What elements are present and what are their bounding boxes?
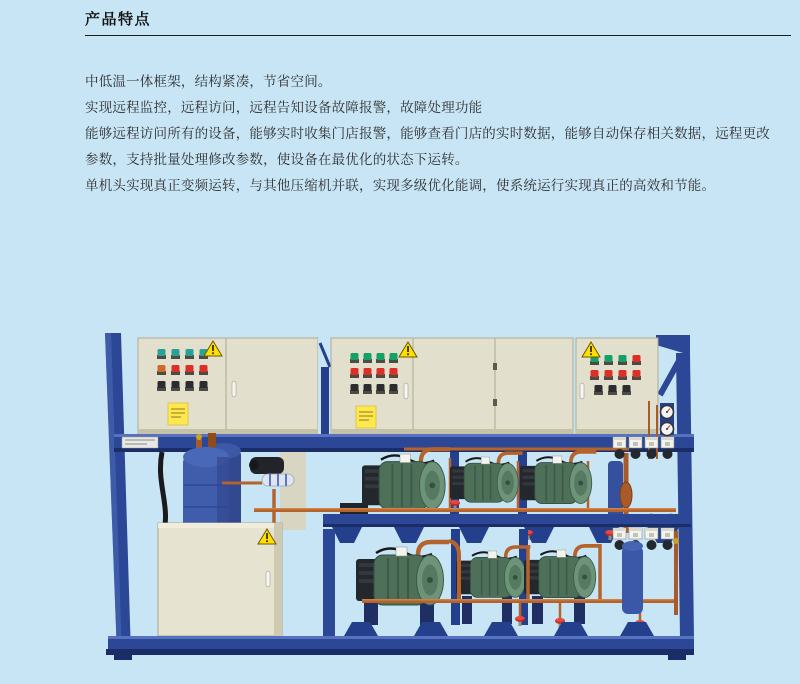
feature-line: 中低温一体框架，结构紧凑，节省空间。 xyxy=(85,74,332,89)
compressor-upper-3 xyxy=(520,452,596,504)
electrical-box-lower-left xyxy=(158,523,282,636)
label-sticker xyxy=(168,403,188,425)
pressure-gauge-icon xyxy=(661,423,674,436)
door-handle xyxy=(232,381,236,397)
feature-line: 实现远程监控，远程访问，远程告知设备故障报警，故障处理功能 xyxy=(85,100,483,115)
label-sticker xyxy=(356,406,376,428)
door-handle xyxy=(580,383,584,399)
feature-line: 单机头实现真正变频运转，与其他压缩机并联，实现多级优化能调，使系统运行实现真正的高效和节能。 xyxy=(85,178,716,193)
title-rule xyxy=(85,35,791,36)
pressure-gauge-icon xyxy=(661,406,674,419)
compressor-upper-1 xyxy=(362,449,450,509)
feature-line: 能够远程访问所有的设备，能够实时收集门店报警，能够查看门店的实时数据，能够自动保存相关数据，远程更改 xyxy=(85,126,770,141)
feature-line: 参数，支持批量处理修改参数，使设备在最优化的状态下运转。 xyxy=(85,152,469,167)
control-cabinet-row xyxy=(138,338,658,434)
compressor-upper-2 xyxy=(450,453,523,502)
door-handle xyxy=(404,383,408,399)
compressor-lower-1 xyxy=(356,542,449,605)
feature-list xyxy=(85,69,785,199)
page-title: 产品特点 xyxy=(85,11,152,28)
door-handle xyxy=(266,571,270,587)
product-photo xyxy=(104,333,696,663)
compressor-lower-3 xyxy=(524,546,600,598)
